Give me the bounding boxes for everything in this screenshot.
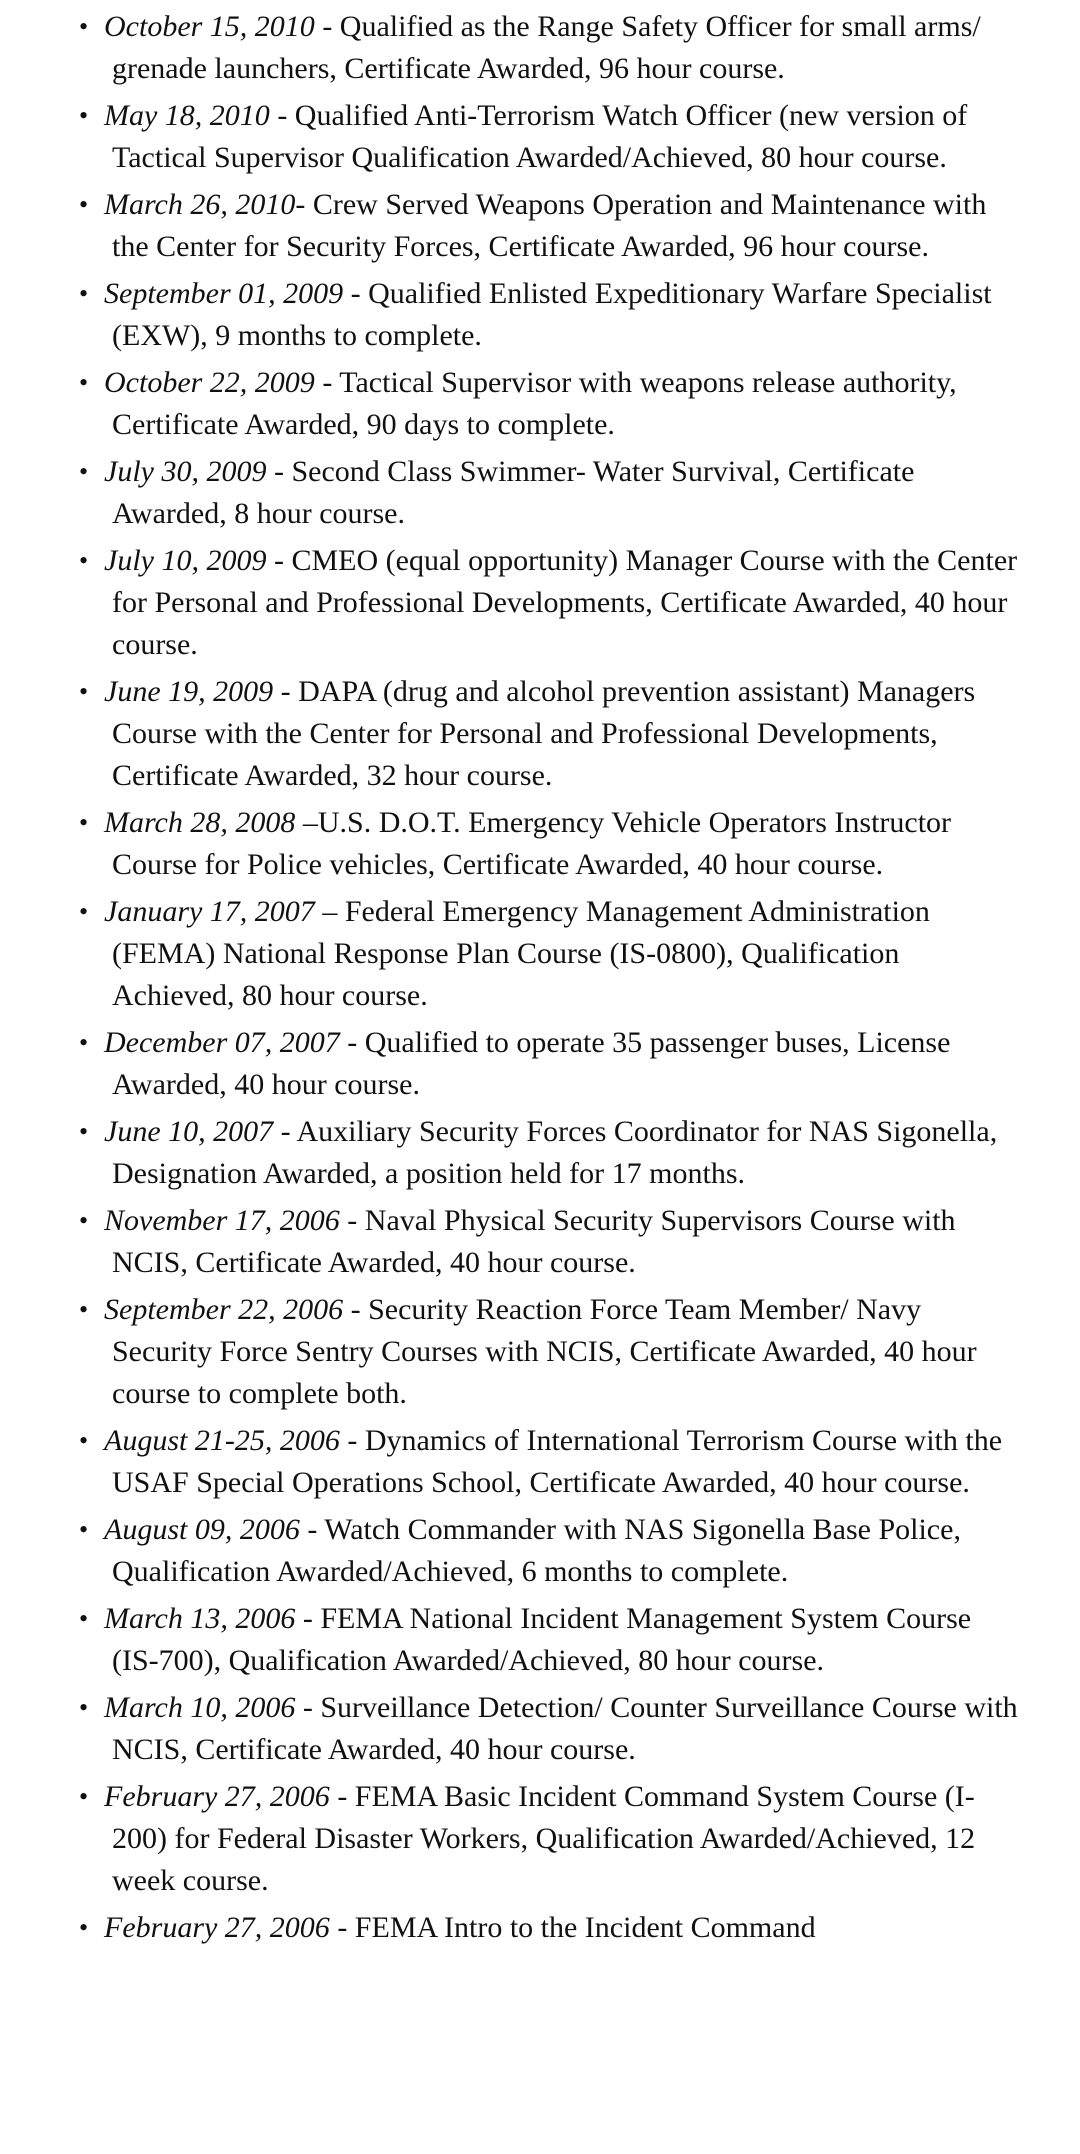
list-item xyxy=(0,891,1080,1017)
list-item xyxy=(0,6,1080,90)
bullet-icon: • xyxy=(79,1515,89,1544)
bullet-icon: • xyxy=(79,190,89,219)
list-item xyxy=(0,1022,1080,1106)
entry-text: - Naval Physical Security Supervisors Course with NCIS, Certificate Awarded, 40 hour course. xyxy=(112,1204,956,1279)
entry-text: - Security Reaction Force Team Member/ Navy Security Force Sentry Courses with NCIS, Certificate Awarded, 40 hour course to complete both. xyxy=(112,1293,977,1410)
entry-date: October 15, 2010 xyxy=(104,10,315,43)
entry-text: - Dynamics of International Terrorism Course with the USAF Special Operations School, Certificate Awarded, 40 hour course. xyxy=(112,1424,1003,1499)
entry-text: –U.S. D.O.T. Emergency Vehicle Operators Instructor Course for Police vehicles, Certificate Awarded, 40 hour course. xyxy=(112,806,952,881)
entry-date: February 27, 2006 xyxy=(104,1911,330,1944)
entry-text: - Qualified Anti-Terrorism Watch Officer (new version of Tactical Supervisor Qualification Awarded/Achieved, 80 hour course. xyxy=(112,99,968,174)
bullet-icon: • xyxy=(79,808,89,837)
bullet-icon: • xyxy=(79,1913,89,1942)
entry-text: - Surveillance Detection/ Counter Surveillance Course with NCIS, Certificate Awarded, 40 hour course. xyxy=(112,1691,1018,1766)
entry-date: August 21-25, 2006 xyxy=(104,1424,340,1457)
bullet-icon: • xyxy=(79,12,89,41)
entry-text: - CMEO (equal opportunity) Manager Course with the Center for Personal and Professional Developments, Certificate Awarded, 40 hour course. xyxy=(112,544,1018,661)
bullet-icon: • xyxy=(79,368,89,397)
bullet-icon: • xyxy=(79,677,89,706)
entry-date: September 01, 2009 xyxy=(104,277,344,310)
bullet-icon: • xyxy=(79,101,89,130)
entry-text: - Qualified Enlisted Expeditionary Warfare Specialist (EXW), 9 months to complete. xyxy=(112,277,992,352)
list-item xyxy=(0,802,1080,886)
entry-date: March 13, 2006 xyxy=(104,1602,296,1635)
entry-date: December 07, 2007 xyxy=(104,1026,340,1059)
bullet-icon: • xyxy=(79,457,89,486)
list-item xyxy=(0,95,1080,179)
entry-date: July 30, 2009 xyxy=(104,455,267,488)
entry-text: - FEMA National Incident Management System Course (IS-700), Qualification Awarded/Achieved, 80 hour course. xyxy=(112,1602,972,1677)
entry-date: June 10, 2007 xyxy=(104,1115,274,1148)
entry-date: July 10, 2009 xyxy=(104,544,267,577)
list-item xyxy=(0,1111,1080,1195)
entry-date: March 26, 2010 xyxy=(104,188,296,221)
bullet-icon: • xyxy=(79,1426,89,1455)
list-item xyxy=(0,1776,1080,1902)
list-item xyxy=(0,273,1080,357)
entry-date: June 19, 2009 xyxy=(104,675,274,708)
list-item xyxy=(0,1687,1080,1771)
list-item xyxy=(0,1289,1080,1415)
entry-text: - DAPA (drug and alcohol prevention assistant) Managers Course with the Center for Personal and Professional Developments, Certificate Awarded, 32 hour course. xyxy=(112,675,976,792)
list-item xyxy=(0,362,1080,446)
certification-list xyxy=(0,6,1080,1949)
bullet-icon: • xyxy=(79,1693,89,1722)
list-item xyxy=(0,540,1080,666)
entry-date: November 17, 2006 xyxy=(104,1204,340,1237)
list-item xyxy=(0,1509,1080,1593)
bullet-icon: • xyxy=(79,897,89,926)
list-item xyxy=(0,671,1080,797)
entry-text: - Watch Commander with NAS Sigonella Base Police, Qualification Awarded/Achieved, 6 months to complete. xyxy=(112,1513,961,1588)
entry-date: March 10, 2006 xyxy=(104,1691,296,1724)
entry-text: - Qualified as the Range Safety Officer for small arms/ grenade launchers, Certificate Awarded, 96 hour course. xyxy=(112,10,981,85)
entry-date: February 27, 2006 xyxy=(104,1780,330,1813)
list-item xyxy=(0,184,1080,268)
entry-text: - Qualified to operate 35 passenger buses, License Awarded, 40 hour course. xyxy=(112,1026,951,1101)
entry-text: - Auxiliary Security Forces Coordinator for NAS Sigonella, Designation Awarded, a position held for 17 months. xyxy=(112,1115,998,1190)
entry-text: - Crew Served Weapons Operation and Maintenance with the Center for Security Forces, Certificate Awarded, 96 hour course. xyxy=(112,188,987,263)
bullet-icon: • xyxy=(79,1604,89,1633)
entry-text: - FEMA Intro to the Incident Command xyxy=(329,1911,816,1944)
entry-text: - Tactical Supervisor with weapons release authority, Certificate Awarded, 90 days to complete. xyxy=(112,366,957,441)
bullet-icon: • xyxy=(79,1782,89,1811)
entry-text: - FEMA Basic Incident Command System Course (I-200) for Federal Disaster Workers, Qualification Awarded/Achieved, 12 week course. xyxy=(112,1780,976,1897)
entry-date: August 09, 2006 xyxy=(104,1513,300,1546)
list-item xyxy=(0,1598,1080,1682)
bullet-icon: • xyxy=(79,1117,89,1146)
bullet-icon: • xyxy=(79,546,89,575)
entry-date: May 18, 2010 xyxy=(104,99,270,132)
list-item xyxy=(0,451,1080,535)
list-item xyxy=(0,1200,1080,1284)
bullet-icon: • xyxy=(79,1028,89,1057)
entry-date: October 22, 2009 xyxy=(104,366,315,399)
entry-date: September 22, 2006 xyxy=(104,1293,344,1326)
bullet-icon: • xyxy=(79,1295,89,1324)
bullet-icon: • xyxy=(79,1206,89,1235)
entry-text: - Second Class Swimmer- Water Survival, Certificate Awarded, 8 hour course. xyxy=(112,455,915,530)
entry-date: January 17, 2007 xyxy=(104,895,315,928)
list-item xyxy=(0,1907,1080,1949)
list-item xyxy=(0,1420,1080,1504)
bullet-icon: • xyxy=(79,279,89,308)
entry-date: March 28, 2008 xyxy=(104,806,296,839)
entry-text: – Federal Emergency Management Administration (FEMA) National Response Plan Course (IS-0800), Qualification Achieved, 80 hour course. xyxy=(112,895,930,1012)
